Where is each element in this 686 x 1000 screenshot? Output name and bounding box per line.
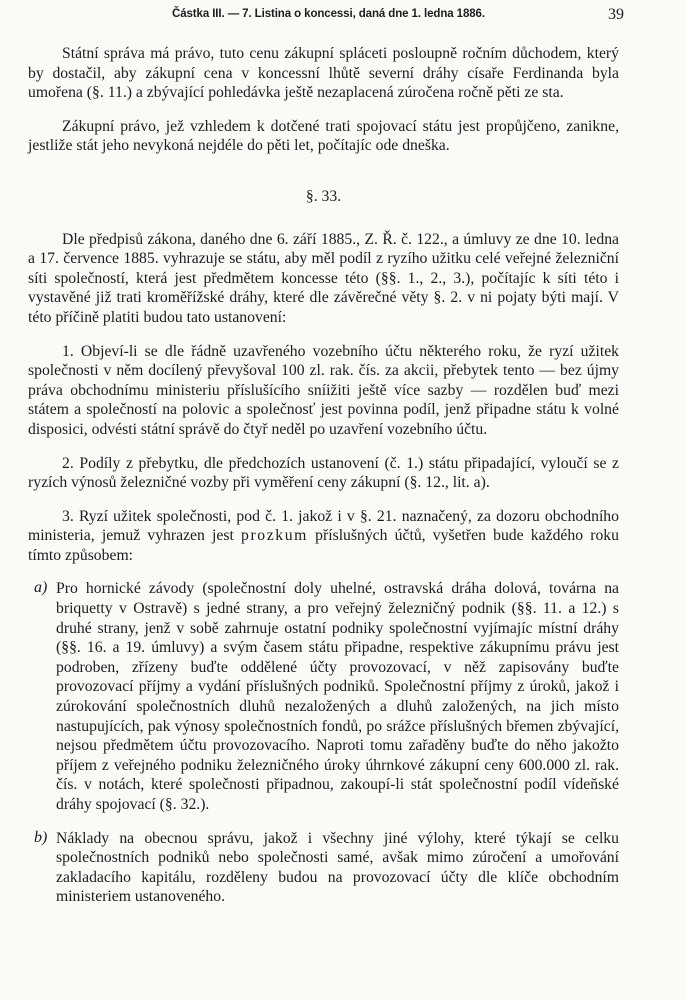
paragraph-purchase-payment: Státní správa má právo, tuto cenu zákupní spláceti posloupně ročním důchodem, který by dostačil, aby zákupní cena v koncessní lhůtě severní dráhy císaře Ferdinanda byla umořena (§. 11.) a zbývající pohledávka ještě nezaplacená zúročena ročně pěti ze sta. xyxy=(28,45,619,102)
running-header xyxy=(0,8,686,28)
section-heading: §. 33. xyxy=(305,187,342,205)
list-item-b xyxy=(28,829,619,907)
point-3-spaced-word: prozkum xyxy=(241,527,308,545)
page-number: 39 xyxy=(608,6,624,23)
paragraph-point-1: 1. Objeví-li se dle řádně uzavřeného vozebního účtu některého roku, že ryzí užitek společnosti v něm docílený převyšoval 100 zl. rak. čís. za akcii, přebytek tento — bez újmy práva obchodnímu ministeriu příslušícího sníižiti ještě více sazby — rozdělen buď mezi státem a společností na polovic a společnosť jest povinna podíl, jenž připadne státu k volné disposici, odvésti státní správě do čtyř neděl po uzavření vozebního účtu. xyxy=(28,342,619,438)
paragraph-point-2: 2. Podíly z přebytku, dle předchozích ustanovení (č. 1.) státu připadající, vyloučí se z ryzích výnosů železničné vozby při vyměření ceny zákupní (§. 12., lit. a). xyxy=(28,454,619,492)
list-item-a xyxy=(28,579,619,814)
paragraph-section-intro: Dle předpisů zákona, daného dne 6. září 1885., Z. Ř. č. 122., a úmluvy ze dne 10. ledna a 17. července 1885. vyhrazuje se státu, aby měl podíl z ryzího užitku celé veřejné železniční síti společností, která jest předmětem koncesse této (§§. 1., 2., 3.), počítajíc k síti této i vystavěné již trati kroměřížské dráhy, které dle závěrečné věty §. 2. v ni pojaty býti mají. V této příčině platiti budou tato ustanovení: xyxy=(28,230,619,326)
header-title: Částka III. — 7. Listina o koncessi, daná dne 1. ledna 1886. xyxy=(172,8,485,20)
point-3-after: příslušných účtů, vyšetřen bude každého roku tímto způsobem: xyxy=(28,527,619,564)
list-item-marker: a) xyxy=(34,579,48,597)
list-item-marker: b) xyxy=(34,828,48,846)
page-body xyxy=(28,44,619,907)
list-item-text: Pro hornické závody (společnostní doly uhelné, ostravská dráha dolová, továrna na briquetty v Ostravě) s jedné strany, a pro veřejný železničný podnik (§§. 11. a 12.) s druhé strany, jenž v sobě zahrnuje ostatní podniky společnostní vyjímajíc místní dráhy (§§. 16. a 19. úmluvy) a svým časem státu připadne, respektive zákupnímu právu jest podroben, zřízeny buďte oddělené účty provozovací, v něž zapisovány buďte provozovací příjmy a vydání příslušných podniků. Společnostní příjmy z úroků, jakož i zúrokování společnostních dluhů nezaložených a dluhů založených, na jich místo nastupujících, pak výnosy společnostních fondů, po srážce příslušných břemen zbývající, nejsou předmětem účtu provozovacího. Naproti tomu zařaděny buďte do něho jakožto příjem z veřejného podniku železničného úroky úhrnkové zákupní ceny 600.000 zl. rak. čís. v notách, které společnosti připadnou, zakoupí-li stát společnostní podíl vídeňské dráhy spojovací (§. 32.). xyxy=(56,580,619,813)
paragraph-point-3 xyxy=(28,507,619,566)
paragraph-purchase-right-expiry: Zákupní právo, jež vzhledem k dotčené trati spojovací státu jest propůjčeno, zanikne, jestliže stát jeho nevykoná nejdéle do pěti let, počítajíc ode dneška. xyxy=(28,117,619,155)
point-3-before: 3. Ryzí užitek společnosti, pod č. 1. jakož i v §. 21. naznačený, za dozoru obchodního ministeria, jemuž vyhrazen jest xyxy=(28,507,619,545)
list-item-text: Náklady na obecnou správu, jakož i všechny jiné výlohy, které týkají se celku společnostních podniků nebo společnosti samé, avšak mimo zúročení a umořování zakladacího kapitálu, rozděleny budou na provozovací účty dle klíče obchodním ministeriem ustanoveného. xyxy=(56,829,619,906)
